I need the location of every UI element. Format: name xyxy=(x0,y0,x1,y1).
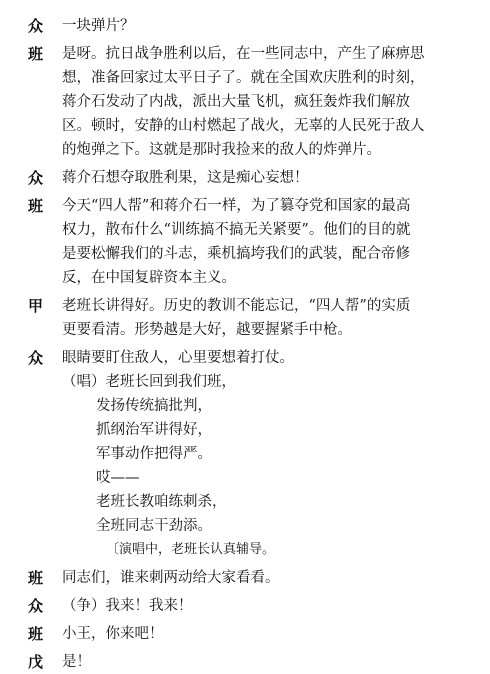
line-text: 想，准备回家过太平日子了。就在全国欢庆胜利的时刻， xyxy=(62,70,425,86)
line-text: 哎—— xyxy=(96,470,140,486)
song-verse-line xyxy=(28,490,468,514)
speaker-label: 戊 xyxy=(28,653,44,671)
dialogue-line xyxy=(28,594,468,618)
dialogue-line-continued xyxy=(28,114,468,138)
dialogue-line xyxy=(28,566,468,590)
line-text: 更要看清。形势越是大好，越要握紧手中枪。 xyxy=(62,322,352,338)
line-text: 今天“四人帮”和蒋介石一样，为了篡夺党和国家的最高 xyxy=(62,198,411,214)
line-text: 区。顿时，安静的山村燃起了战火，无辜的人民死于敌人 xyxy=(62,118,425,134)
line-text: （唱）老班长回到我们班， xyxy=(62,374,236,390)
song-verse-line xyxy=(28,394,468,418)
line-text: 同志们，谁来刺两动给大家看看。 xyxy=(62,570,280,586)
line-text: 眼睛要盯住敌人，心里要想着打仗。 xyxy=(62,350,294,366)
dialogue-line xyxy=(28,194,468,218)
line-text: 是要松懈我们的斗志，乘机搞垮我们的武装，配合帝修 xyxy=(62,246,410,262)
line-text: 抓纲治军讲得好， xyxy=(96,422,212,438)
line-text: 是！ xyxy=(62,654,91,670)
dialogue-line xyxy=(28,294,468,318)
line-text: （争）我来！我来！ xyxy=(62,598,193,614)
line-text: 小王，你来吧！ xyxy=(62,626,164,642)
dialogue-line-continued xyxy=(28,242,468,266)
speaker-label: 众 xyxy=(28,17,44,35)
speaker-label: 班 xyxy=(28,45,44,63)
line-text: 反，在中国复辟资本主义。 xyxy=(62,270,236,286)
line-text: 是呀。抗日战争胜利以后，在一些同志中，产生了麻痹思 xyxy=(62,46,425,62)
line-text: 发扬传统搞批判， xyxy=(96,398,212,414)
line-text: 权力，散布什么“训练搞不搞无关紧要”。他们的目的就 xyxy=(62,222,411,238)
speaker-label: 众 xyxy=(28,597,44,615)
dialogue-line xyxy=(28,14,468,38)
line-text: 军事动作把得严。 xyxy=(96,446,212,462)
dialogue-line-continued xyxy=(28,90,468,114)
dialogue-line-continued xyxy=(28,318,468,342)
dialogue-line xyxy=(28,622,468,646)
song-intro-line xyxy=(28,370,468,394)
line-text: 的炮弹之下。这就是那时我捡来的敌人的炸弹片。 xyxy=(62,142,381,158)
song-verse-line xyxy=(28,514,468,538)
speaker-label: 班 xyxy=(28,569,44,587)
dialogue-line xyxy=(28,346,468,370)
dialogue-line-continued xyxy=(28,138,468,162)
dialogue-line xyxy=(28,42,468,66)
speaker-label: 班 xyxy=(28,197,44,215)
line-text: 一块弹片？ xyxy=(62,18,135,34)
dialogue-line-continued xyxy=(28,266,468,290)
dialogue-line xyxy=(28,166,468,190)
song-verse-line xyxy=(28,418,468,442)
dialogue-line-continued xyxy=(28,66,468,90)
dialogue-line-continued xyxy=(28,218,468,242)
line-text: 蒋介石发动了内战，派出大量飞机，疯狂轰炸我们解放 xyxy=(62,94,410,110)
speaker-label: 众 xyxy=(28,169,44,187)
line-text: 〔演唱中，老班长认真辅导。 xyxy=(106,542,276,557)
stage-direction xyxy=(28,538,468,562)
speaker-label: 众 xyxy=(28,349,44,367)
song-verse-line xyxy=(28,466,468,490)
line-text: 老班长教咱练刺杀， xyxy=(96,494,227,510)
song-verse-line xyxy=(28,442,468,466)
speaker-label: 甲 xyxy=(28,297,44,315)
line-text: 蒋介石想夺取胜利果，这是痴心妄想！ xyxy=(62,170,309,186)
speaker-label: 班 xyxy=(28,625,44,643)
line-text: 老班长讲得好。历史的教训不能忘记，“四人帮”的实质 xyxy=(62,298,411,314)
line-text: 全班同志干劲添。 xyxy=(96,518,212,534)
dialogue-line xyxy=(28,650,468,674)
